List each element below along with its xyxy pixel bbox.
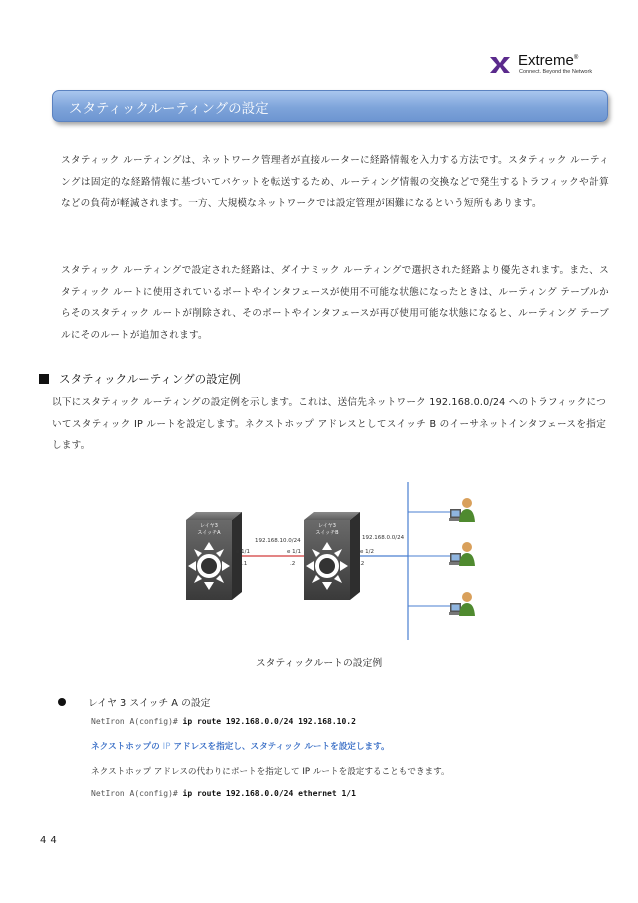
config-bullet-title: レイヤ 3 スイッチ A の設定 [88,698,211,709]
link2-port: e 1/2 [360,549,374,555]
extreme-logo [488,52,608,80]
intro-paragraph-1: スタティック ルーティングは、ネットワーク管理者が直接ルーターに経路情報を入力する方法です。スタティック ルーティングは固定的な経路情報に基づいてパケットを転送するため、ルーティング情報の交換などで発生するトラフィックや計算などの負荷が軽減されます。一方、大規模なネットワークでは設定管理が困難になるという短所もあります。 [61,155,609,209]
switch-a-label-2: スイッチA [197,530,221,536]
link2-network: 192.168.0.0/24 [362,535,405,541]
router-arrows-icon [306,542,348,590]
config-note-1 [91,740,390,752]
page-title: スタティックルーティングの設定 [69,101,269,117]
config-note-2: ネクストホップ アドレスの代わりにポートを指定して IP ルートを設定することもできます。 [91,767,450,777]
title-banner [52,90,608,122]
link1-port-b: e 1/1 [287,549,301,555]
switch-a-label-1: レイヤ3 [200,523,218,529]
switch-b-label-1: レイヤ3 [318,523,336,529]
square-bullet-icon [39,374,49,384]
link1-port-a: e 1/1 [236,549,250,555]
logo-tagline: Connect. Beyond the Network [519,69,593,75]
logo-registered: ® [573,55,579,61]
config-command-1 [91,717,356,726]
section-heading-text: スタティックルーティングの設定例 [59,372,241,386]
link1-addr-b: .2 [290,561,296,567]
figure-caption: スタティックルートの設定例 [255,658,383,669]
link1-addr-a: .1 [242,561,248,567]
section-body: 以下にスタティック ルーティングの設定例を示します。これは、送信先ネットワーク 192.168.0.0/24 へのトラフィックについてスタティック IP ルートを設定します。ネクストホップ アドレスとしてスイッチ B のイーサネットインタフェースを指定します。 [52,397,606,451]
link1-network: 192.168.10.0/24 [255,538,301,544]
logo-name: Extreme [518,52,574,69]
config-command-2 [91,789,356,798]
router-arrows-icon [188,542,230,590]
network-diagram [180,482,480,642]
host-pc-1 [449,498,475,522]
host-pc-2 [449,542,475,566]
intro-paragraph-2: スタティック ルーティングで設定された経路は、ダイナミック ルーティングで選択された経路より優先されます。また、スタティック ルートに使用されているポートやインタフェースが使用不可能な状態になったときは、ルーティング テーブルからそのスタティック ルートが削除され、そのポートやインタフェースが再び使用可能な状態になると、ルーティング テーブルにそのルートが追加されます。 [61,265,609,341]
note-part2: アドレスを指定し、スタティック ルートを設定します。 [173,742,390,752]
cmd1-text: ip route 192.168.0.0/24 192.168.10.2 [182,717,356,726]
extreme-mark-icon [488,53,512,77]
cmd1-prompt: NetIron A(config)# [91,717,178,726]
page-number: 44 [40,835,61,846]
switch-a [186,512,242,600]
switch-b-label-2: スイッチB [315,530,339,536]
host-pc-3 [449,592,475,616]
cmd2-prompt: NetIron A(config)# [91,789,178,798]
note-ip: IP [162,742,171,752]
circle-bullet-icon [58,698,66,706]
note-part1: ネクストホップの [91,742,160,752]
section-heading [39,371,241,387]
switch-b [304,512,360,600]
link2-addr: .2 [359,561,365,567]
cmd2-text: ip route 192.168.0.0/24 ethernet 1/1 [182,789,356,798]
config-bullet [58,695,210,709]
